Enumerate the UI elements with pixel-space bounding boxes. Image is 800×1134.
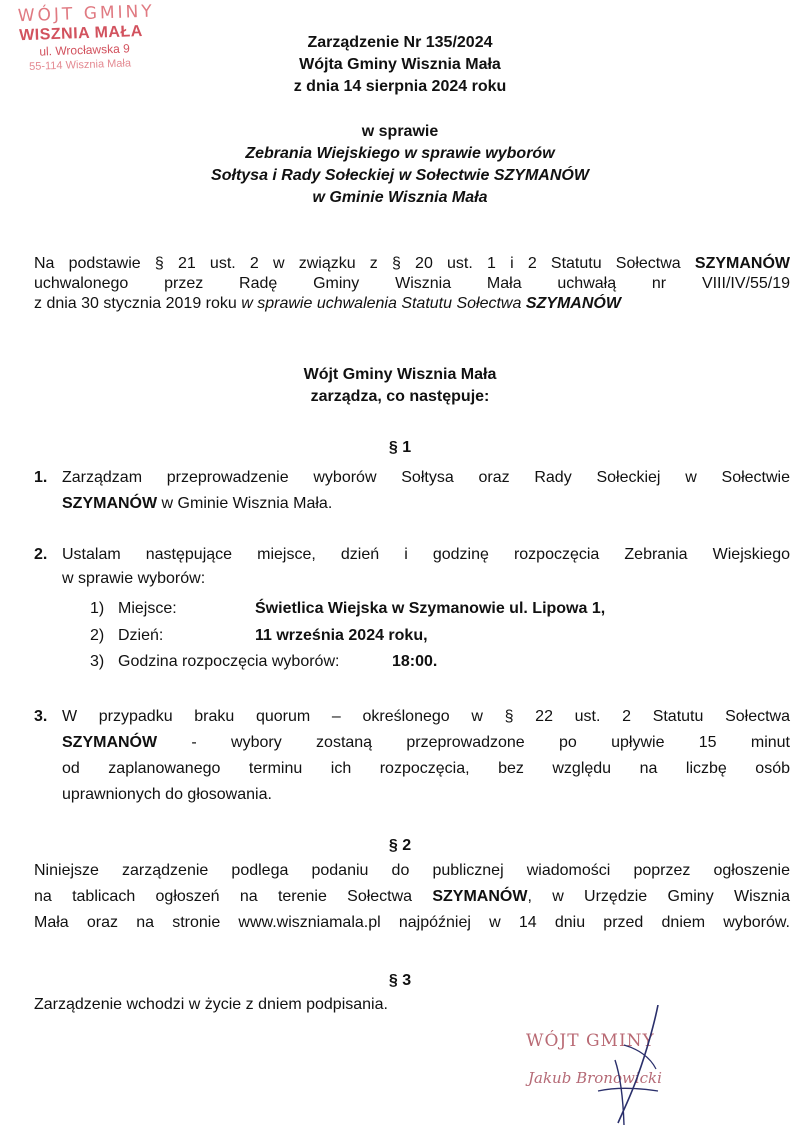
schedule-item-label: Godzina rozpoczęcia wyborów:: [118, 653, 340, 670]
schedule-item-label: Dzień:: [118, 627, 164, 644]
point-1-text: w Gminie Wisznia Mała.: [157, 495, 333, 512]
point-3-line1: W przypadku braku quorum – określonego w § 22 ust. 2 Statutu Sołectwa: [62, 708, 790, 725]
village-name: SZYMANÓW: [525, 295, 621, 312]
handwritten-signature: [520, 1005, 700, 1130]
point-3-line2: [62, 733, 790, 753]
schedule-item-number: 1): [90, 600, 105, 617]
section-3-heading: § 3: [388, 972, 412, 989]
preamble-text: Na podstawie § 21 ust. 2 w związku z § 20 ust. 1 i 2 Statutu Sołectwa: [34, 255, 695, 272]
schedule-item-value: 18:00.: [392, 653, 438, 670]
schedule-item-value: 11 września 2024 roku,: [255, 627, 428, 644]
office-stamp-line3: ul. Wrocławska 9: [39, 41, 130, 59]
preamble-date: z dnia 30 stycznia 2019 roku: [34, 295, 242, 312]
decree-issuer: Wójt Gminy Wisznia Mała: [303, 366, 497, 383]
point-3-line3: od zaplanowanego terminu ich rozpoczęcia, bez względu na liczbę osób: [62, 760, 790, 777]
preamble: [34, 254, 790, 314]
signature-stamp: [520, 1005, 700, 1130]
point-3-text: - wybory zostaną przeprowadzone po upływie 15 minut: [157, 734, 790, 751]
subject-line1: Zebrania Wiejskiego w sprawie wyborów: [245, 145, 555, 162]
section-1-heading: § 1: [388, 439, 412, 456]
point-3-line4: uprawnionych do głosowania.: [62, 786, 272, 803]
ordinance-number: Zarządzenie Nr 135/2024: [307, 34, 493, 51]
village-name: SZYMANÓW: [432, 888, 528, 905]
paragraph-number: 1.: [34, 469, 48, 486]
section-1-point-1: [62, 468, 790, 514]
signature-stamp-title: WÓJT GMINY: [526, 1031, 655, 1051]
schedule-item-value: Świetlica Wiejska w Szymanowie ul. Lipowa 1,: [255, 600, 606, 617]
village-name: SZYMANÓW: [62, 495, 158, 512]
in-matter-label: w sprawie: [361, 123, 439, 140]
section-2-line3: Mała oraz na stronie www.wiszniamala.pl najpóźniej w 14 dniu przed dniem wyborów.: [34, 914, 790, 931]
subject-line3: w Gminie Wisznia Mała: [312, 189, 488, 206]
preamble-line2: uchwalonego przez Radę Gminy Wisznia Mała uchwałą nr VIII/IV/55/19: [34, 275, 790, 292]
village-name: SZYMANÓW: [62, 734, 158, 751]
section-2-text-part: , w Urzędzie Gminy Wisznia: [527, 888, 790, 905]
point-2-line1: Ustalam następujące miejsce, dzień i godzinę rozpoczęcia Zebrania Wiejskiego: [62, 546, 790, 563]
office-stamp-line2: WISZNIA MAŁA: [18, 22, 144, 45]
section-1-point-2: [62, 545, 790, 589]
paragraph-number: 2.: [34, 546, 48, 563]
point-1-line1: Zarządzam przeprowadzenie wyborów Sołtysa oraz Rady Sołeckiej w Sołectwie: [62, 469, 790, 486]
signature-stamp-name: Jakub Bronowicki: [528, 1069, 662, 1087]
paragraph-number: 3.: [34, 708, 48, 725]
schedule-item-number: 2): [90, 627, 105, 644]
office-stamp-line1: WÓJT GMINY: [17, 1, 156, 27]
decree-formula: zarządza, co następuje:: [310, 388, 490, 405]
document-header: [0, 32, 800, 98]
issue-date: z dnia 14 sierpnia 2024 roku: [293, 78, 507, 95]
office-stamp-line4: 55-114 Wisznia Mała: [28, 57, 132, 73]
schedule-item-number: 3): [90, 653, 105, 670]
preamble-line1: [34, 254, 790, 274]
statute-title: w sprawie uchwalenia Statutu Sołectwa: [241, 295, 526, 312]
section-2-line1: Niniejsze zarządzenie podlega podaniu do publicznej wiadomości poprzez ogłoszenie: [34, 862, 790, 879]
point-1-line2: [62, 494, 790, 514]
subject-block: [0, 121, 800, 209]
point-2-line2: w sprawie wyborów:: [62, 570, 206, 587]
section-3-line1: Zarządzenie wchodzi w życie z dniem podpisania.: [34, 996, 388, 1013]
issuer: Wójta Gminy Wisznia Mała: [299, 56, 501, 73]
schedule-item-label: Miejsce:: [118, 600, 177, 617]
section-2-text-part: na tablicach ogłoszeń na terenie Sołectwa: [34, 888, 433, 905]
section-1-point-3: [62, 707, 790, 805]
preamble-line3: [34, 294, 790, 314]
section-2-line2: [34, 887, 790, 907]
section-2-heading: § 2: [388, 837, 412, 854]
section-2-text: [34, 861, 790, 933]
village-name: SZYMANÓW: [694, 255, 790, 272]
decree-block: [0, 364, 800, 408]
subject-line2: Sołtysa i Rady Sołeckiej w Sołectwie SZYMANÓW: [211, 167, 589, 184]
